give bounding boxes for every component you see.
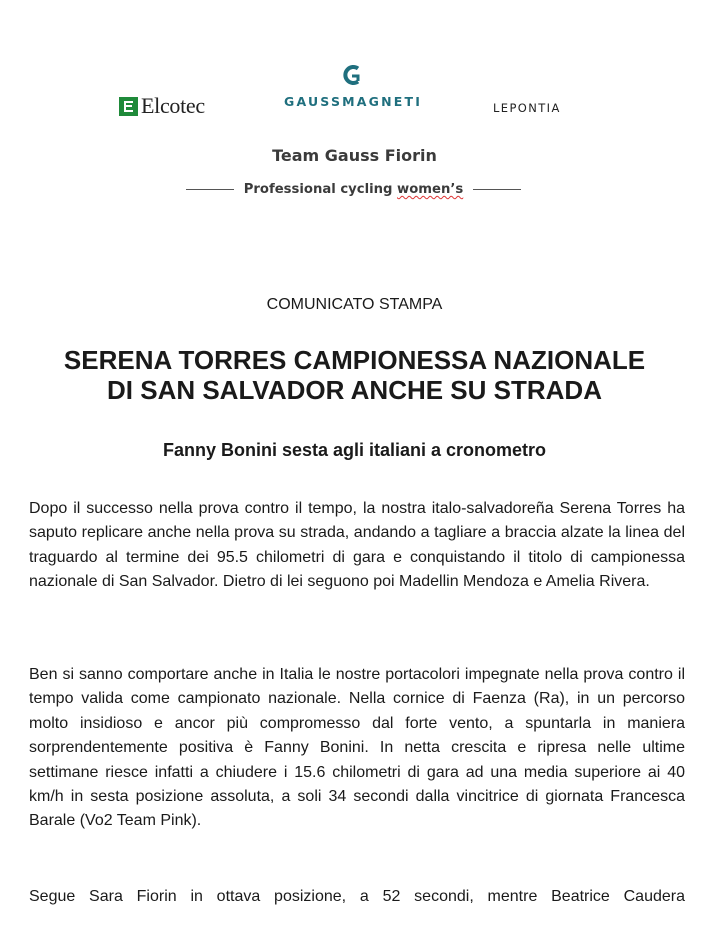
gaussmagneti-wordmark: GAUSSMAGNETI — [284, 94, 423, 109]
gaussmagneti-logo — [284, 64, 423, 109]
headline — [20, 345, 689, 405]
team-subtitle-word: women’s — [397, 182, 464, 197]
paragraph-2: Ben si sanno comportare anche in Italia le nostre portacolori impegnate nella prova contro il tempo valida come campionato nazionale. Nella cornice di Faenza (Ra), in un percorso molto insidioso e ancor più compromesso dal forte vento, a spuntarla in maniera sorprendentemente positiva è Fanny Bonini. In netta crescita e ripresa nelle ultime settimane riesce infatti a chiudere i 15.6 chilometri di gara ad una media superiore ai 40 km/h in sesta posizione assoluta, a soli 34 secondi dalla vincitrice di giornata Francesca Barale (Vo2 Team Pink). — [29, 666, 685, 830]
elcotec-wordmark: Elcotec — [141, 93, 205, 118]
document-label: COMUNICATO STAMPA — [266, 296, 443, 313]
elcotec-icon — [119, 97, 138, 116]
left-divider — [186, 189, 234, 190]
paragraph-3: Segue Sara Fiorin in ottava posizione, a 52 secondi, mentre Beatrice Caudera — [29, 888, 685, 905]
lepontia-logo: LEPONTIA — [493, 101, 561, 115]
gaussmagneti-icon — [342, 64, 362, 86]
subheadline: Fanny Bonini sesta agli italiani a cronometro — [162, 440, 547, 460]
elcotec-logo — [119, 93, 205, 119]
team-name: Team Gauss Fiorin — [272, 146, 437, 165]
sponsor-logos — [0, 0, 709, 130]
team-subtitle-text — [244, 182, 463, 197]
right-divider — [473, 189, 521, 190]
paragraph-1: Dopo il successo nella prova contro il tempo, la nostra italo-salvadoreña Serena Torres ha saputo replicare anche nella prova su strada, andando a tagliare a braccia alzate la linea del traguardo al termine dei 95.5 chilometri di gara e conquistando il titolo di campionessa nazionale di San Salvador. Dietro di lei seguono poi Madellin Mendoza e Amelia Rivera. — [29, 500, 685, 591]
headline-line-1: SERENA TORRES CAMPIONESSA NAZIONALE — [63, 345, 646, 375]
team-subtitle-main: Professional cycling — [243, 182, 398, 197]
headline-line-2: DI SAN SALVADOR ANCHE SU STRADA — [107, 375, 602, 405]
team-subtitle — [186, 182, 521, 197]
